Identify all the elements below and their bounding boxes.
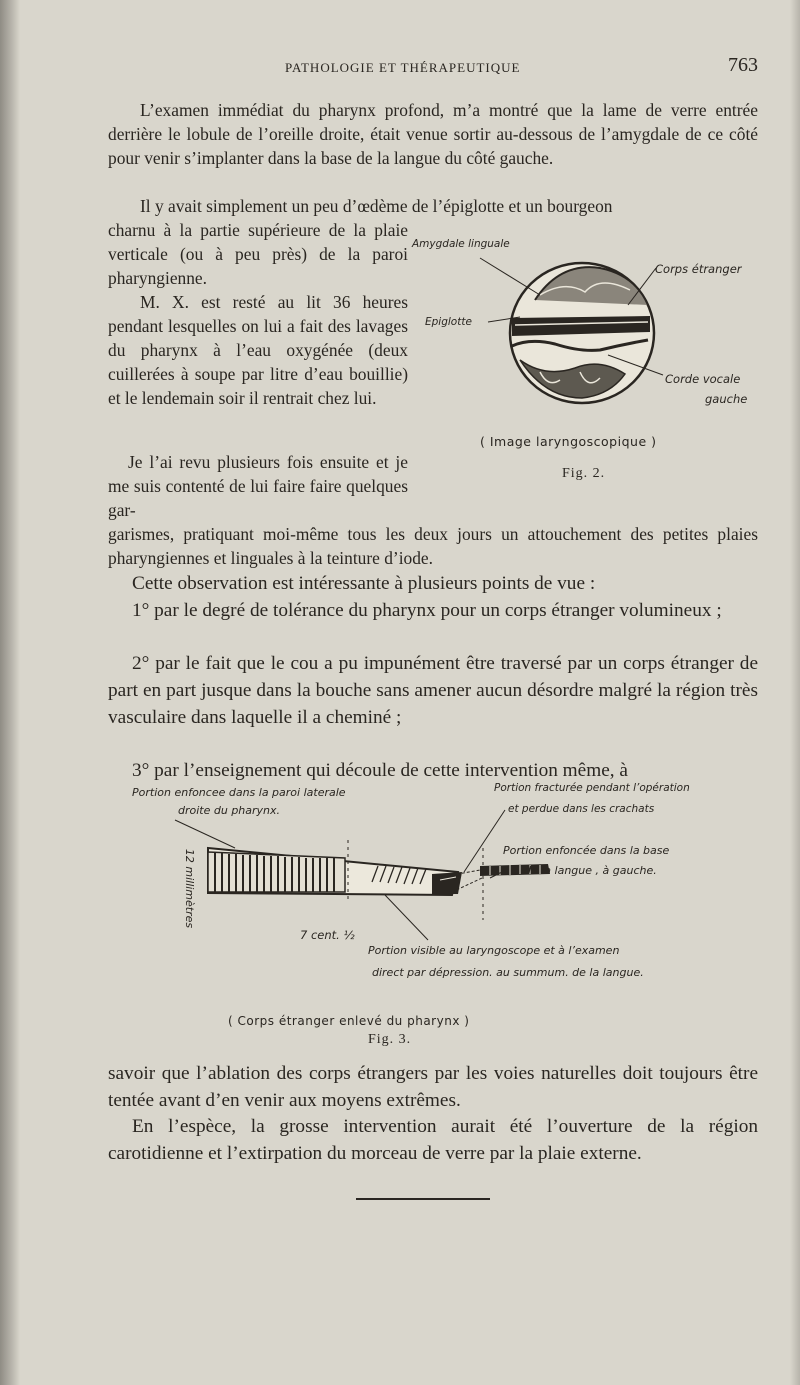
label-portion-enfoncee-paroi: Portion enfoncee dans la paroi laterale bbox=[132, 786, 346, 799]
label-portion-fracturee-2: et perdue dans les crachats bbox=[508, 803, 655, 815]
paragraph-oedema: Il y avait simplement un peu d’œdème de l’épiglotte et un bourgeon bbox=[140, 196, 613, 216]
paragraph-oedema-cont: charnu à la partie supérieure de la plaie verticale (ou à peu près) de la paroi pharyngienne. bbox=[108, 220, 408, 288]
paragraph-followup: Je l’ai revu plusieurs fois ensuite et je me suis contenté de lui faire faire quelques gar- bbox=[108, 452, 408, 520]
paragraph-interest: Cette observation est intéressante à plusieurs points de vue : bbox=[132, 573, 596, 594]
figure-3-label: Fig. 3. bbox=[368, 1032, 412, 1047]
figure-2-caption: ( Image laryngoscopique ) bbox=[480, 434, 657, 449]
paragraph-ablation: savoir que l’ablation des corps étrangers par les voies naturelles doit toujours être tentée avant d’en venir aux moyens extrêmes. bbox=[108, 1063, 758, 1111]
label-gauche: gauche bbox=[705, 392, 748, 406]
label-portion-visible: Portion visible au laryngoscope et à l’examen bbox=[368, 944, 620, 957]
paragraph-examination: L’examen immédiat du pharynx profond, m’a montré que la lame de verre entrée derrière le lobule de l’oreille droite, était venue sortir au-dessous de l’amygdale de ce côté pour venir s’implanter dans la base de la langue du côté gauche. bbox=[108, 100, 758, 168]
label-width-millimetres: 12 millimètres bbox=[183, 848, 197, 929]
point-one: 1° par le degré de tolérance du pharynx pour un corps étranger volumineux ; bbox=[132, 600, 722, 621]
figure-3-caption: ( Corps étranger enlevé du pharynx ) bbox=[228, 1014, 470, 1028]
label-portion-fracturee: Portion fracturée pendant l’opération bbox=[494, 782, 690, 794]
label-epiglotte: Epiglotte bbox=[425, 316, 472, 328]
paragraph-hospital-stay: M. X. est resté au lit 36 heures pendant lesquelles on lui a fait des lavages du pharynx à l’eau oxygénée (deux cuillerées à soupe par litre d’eau bouillie) et le lendemain soir il rentrait chez lui. bbox=[108, 292, 408, 408]
label-corps-etranger: Corps étranger bbox=[655, 262, 742, 276]
closing-rule bbox=[356, 1198, 490, 1200]
label-portion-base-langue-2: de la langue , à gauche. bbox=[524, 864, 657, 877]
page-number: 763 bbox=[728, 54, 758, 76]
label-corde-vocale: Corde vocale bbox=[665, 372, 741, 386]
running-title: PATHOLOGIE ET THÉRAPEUTIQUE bbox=[285, 60, 521, 75]
point-three: 3° par l’enseignement qui découle de cette intervention même, à bbox=[132, 760, 628, 781]
label-portion-base-langue: Portion enfoncée dans la base bbox=[503, 844, 670, 857]
label-amygdale-linguale: Amygdale linguale bbox=[412, 238, 510, 250]
label-portion-enfoncee-paroi-2: droite du pharynx. bbox=[178, 804, 281, 817]
paragraph-intervention: En l’espèce, la grosse intervention aurait été l’ouverture de la région carotidienne et l’extirpation du morceau de verre par la plaie externe. bbox=[108, 1116, 758, 1164]
paragraph-gargarismes: garismes, pratiquant moi-même tous les deux jours un attouchement des petites plaies pharyngiennes et linguales à la teinture d’iode. bbox=[108, 524, 758, 568]
figure-2-label: Fig. 2. bbox=[562, 466, 606, 481]
label-length-cent: 7 cent. ½ bbox=[300, 928, 355, 942]
point-two: 2° par le fait que le cou a pu impunément être traversé par un corps étranger de part en part jusque dans la bouche sans amener aucun désordre malgré la région très vasculaire dans laquelle il a cheminé ; bbox=[108, 653, 758, 728]
label-portion-visible-2: direct par dépression. au summum. de la langue. bbox=[372, 966, 644, 979]
